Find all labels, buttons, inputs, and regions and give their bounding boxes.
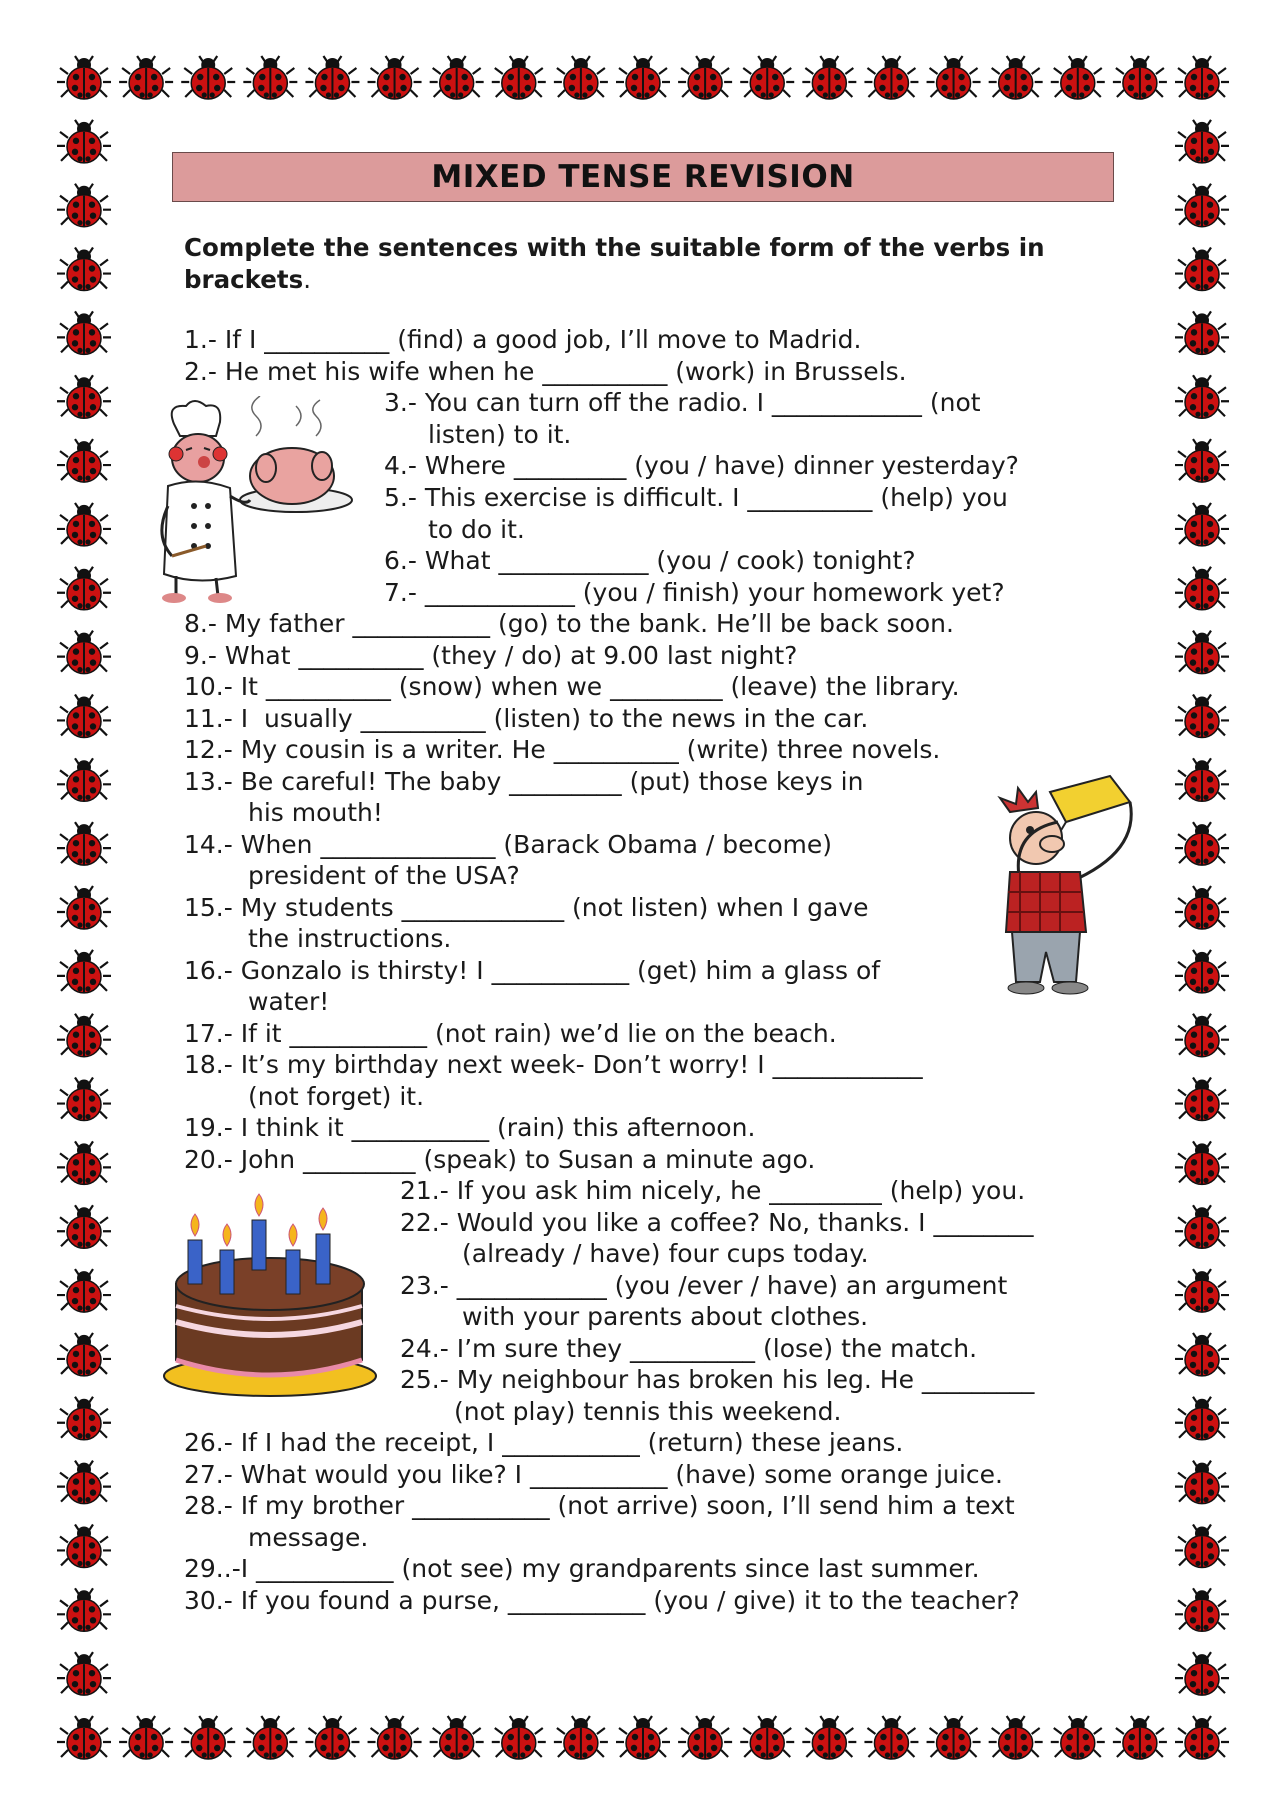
ladybug-icon — [1175, 503, 1229, 546]
ladybug-icon — [1113, 56, 1167, 99]
exercise-line: 10.- It __________ (snow) when we _________ (leave) the library. — [184, 672, 960, 701]
instructions-text: Complete the sentences with the suitable form of the verbs in brackets — [184, 233, 1045, 294]
ladybug-icon — [1113, 1716, 1167, 1759]
exercise-line: (not forget) it. — [248, 1082, 425, 1111]
ladybug-icon — [368, 56, 422, 99]
exercise-line: to do it. — [428, 515, 525, 544]
ladybug-icon — [57, 311, 111, 354]
exercise-line: 2.- He met his wife when he __________ (work) in Brussels. — [184, 357, 907, 386]
exercise-line: listen) to it. — [428, 420, 572, 449]
page-title: MIXED TENSE REVISION — [431, 159, 855, 195]
exercise-line: 23.- ____________ (you /ever / have) an argument — [400, 1271, 1008, 1300]
exercise-line: 13.- Be careful! The baby _________ (put) those keys in — [184, 767, 864, 796]
ladybug-icon — [1175, 1078, 1229, 1121]
ladybug-icon — [57, 1333, 111, 1376]
ladybug-icon — [616, 1716, 670, 1759]
exercise-line: (not play) tennis this weekend. — [454, 1397, 842, 1426]
ladybug-icon — [57, 822, 111, 865]
ladybug-icon — [181, 1716, 235, 1759]
ladybug-icon — [1175, 1461, 1229, 1504]
ladybug-icon — [1175, 1141, 1229, 1184]
exercise-line: 6.- What ____________ (you / cook) tonight? — [384, 546, 916, 575]
exercise-line: 28.- If my brother ___________ (not arrive) soon, I’ll send him a text — [184, 1491, 1015, 1520]
ladybug-icon — [430, 1716, 484, 1759]
exercise-line: president of the USA? — [248, 861, 520, 890]
ladybug-icon — [1175, 1524, 1229, 1567]
exercise-line: water! — [248, 987, 330, 1016]
ladybug-icon — [57, 1141, 111, 1184]
instructions-period: . — [303, 265, 312, 294]
ladybug-icon — [802, 56, 856, 99]
boy-drinking-illustration — [990, 772, 1166, 1002]
exercise-line: 17.- If it ___________ (not rain) we’d lie on the beach. — [184, 1019, 837, 1048]
ladybug-icon — [1175, 1269, 1229, 1312]
ladybug-icon — [57, 1078, 111, 1121]
ladybug-icon — [57, 758, 111, 801]
exercise-line: 20.- John _________ (speak) to Susan a minute ago. — [184, 1145, 816, 1174]
exercise-line: his mouth! — [248, 798, 383, 827]
ladybug-icon — [1175, 694, 1229, 737]
exercise-line: 1.- If I __________ (find) a good job, I’ll move to Madrid. — [184, 325, 862, 354]
ladybug-icon — [616, 56, 670, 99]
title-banner — [172, 152, 1114, 202]
ladybug-icon — [1175, 950, 1229, 993]
exercise-line: 24.- I’m sure they __________ (lose) the match. — [400, 1334, 978, 1363]
ladybug-icon — [864, 1716, 918, 1759]
ladybug-icon — [57, 439, 111, 482]
ladybug-icon — [57, 950, 111, 993]
exercise-line: 3.- You can turn off the radio. I ____________ (not — [384, 388, 981, 417]
ladybug-icon — [57, 1652, 111, 1695]
exercise-line: 26.- If I had the receipt, I ___________ (return) these jeans. — [184, 1428, 904, 1457]
exercise-line: (already / have) four cups today. — [462, 1239, 869, 1268]
ladybug-icon — [1175, 631, 1229, 674]
exercise-line: 11.- I usually __________ (listen) to the news in the car. — [184, 704, 869, 733]
ladybug-icon — [1175, 822, 1229, 865]
ladybug-icon — [1175, 439, 1229, 482]
ladybug-icon — [1175, 1014, 1229, 1057]
ladybug-icon — [243, 56, 297, 99]
ladybug-icon — [927, 1716, 981, 1759]
ladybug-icon — [57, 120, 111, 163]
ladybug-icon — [1051, 56, 1105, 99]
exercise-line: 4.- Where _________ (you / have) dinner yesterday? — [384, 451, 1019, 480]
ladybug-icon — [1175, 758, 1229, 801]
ladybug-icon — [305, 1716, 359, 1759]
ladybug-icon — [678, 1716, 732, 1759]
ladybug-icon — [57, 1588, 111, 1631]
exercise-line: 5.- This exercise is difficult. I __________ (help) you — [384, 483, 1008, 512]
ladybug-icon — [927, 56, 981, 99]
ladybug-icon — [57, 1397, 111, 1440]
exercise-line: 29..-I ___________ (not see) my grandparents since last summer. — [184, 1554, 980, 1583]
ladybug-icon — [1175, 1205, 1229, 1248]
ladybug-icon — [740, 1716, 794, 1759]
ladybug-icon — [1175, 184, 1229, 227]
ladybug-icon — [1175, 1652, 1229, 1695]
ladybug-icon — [305, 56, 359, 99]
exercise-line: with your parents about clothes. — [462, 1302, 869, 1331]
ladybug-icon — [57, 56, 111, 99]
ladybug-icon — [57, 1269, 111, 1312]
ladybug-icon — [57, 886, 111, 929]
ladybug-icon — [1175, 375, 1229, 418]
ladybug-icon — [243, 1716, 297, 1759]
ladybug-icon — [181, 56, 235, 99]
ladybug-icon — [1175, 886, 1229, 929]
instructions — [184, 232, 1114, 296]
ladybug-icon — [1175, 120, 1229, 163]
ladybug-icon — [57, 1014, 111, 1057]
ladybug-icon — [554, 56, 608, 99]
exercise-line: 30.- If you found a purse, ___________ (you / give) it to the teacher? — [184, 1586, 1020, 1615]
ladybug-icon — [740, 56, 794, 99]
ladybug-icon — [989, 56, 1043, 99]
ladybug-icon — [554, 1716, 608, 1759]
ladybug-icon — [57, 1205, 111, 1248]
exercise-line: 8.- My father ___________ (go) to the bank. He’ll be back soon. — [184, 609, 954, 638]
ladybug-icon — [119, 56, 173, 99]
ladybug-icon — [678, 56, 732, 99]
ladybug-icon — [57, 1461, 111, 1504]
exercise-line: 16.- Gonzalo is thirsty! I ___________ (get) him a glass of — [184, 956, 881, 985]
exercise-line: 18.- It’s my birthday next week- Don’t worry! I ____________ — [184, 1050, 923, 1079]
ladybug-icon — [57, 1716, 111, 1759]
ladybug-icon — [57, 503, 111, 546]
exercise-line: 19.- I think it ___________ (rain) this afternoon. — [184, 1113, 756, 1142]
ladybug-icon — [57, 694, 111, 737]
ladybug-icon — [989, 1716, 1043, 1759]
ladybug-icon — [1175, 1397, 1229, 1440]
exercise-line: 15.- My students _____________ (not listen) when I gave — [184, 893, 869, 922]
chef-turkey-illustration — [146, 396, 356, 606]
ladybug-icon — [57, 631, 111, 674]
ladybug-icon — [57, 567, 111, 610]
exercise-line: message. — [248, 1523, 369, 1552]
ladybug-icon — [1175, 311, 1229, 354]
ladybug-icon — [492, 1716, 546, 1759]
ladybug-icon — [492, 56, 546, 99]
ladybug-icon — [1175, 1716, 1229, 1759]
exercise-line: 25.- My neighbour has broken his leg. He _________ — [400, 1365, 1035, 1394]
ladybug-icon — [1175, 1588, 1229, 1631]
ladybug-icon — [57, 375, 111, 418]
birthday-cake-illustration — [160, 1184, 382, 1400]
ladybug-icon — [1175, 567, 1229, 610]
ladybug-icon — [57, 248, 111, 291]
ladybug-icon — [57, 1524, 111, 1567]
exercise-line: 12.- My cousin is a writer. He __________ (write) three novels. — [184, 735, 941, 764]
exercise-line: 21.- If you ask him nicely, he _________ (help) you. — [400, 1176, 1026, 1205]
ladybug-icon — [57, 184, 111, 227]
ladybug-icon — [802, 1716, 856, 1759]
ladybug-icon — [430, 56, 484, 99]
exercise-line: 27.- What would you like? I ___________ (have) some orange juice. — [184, 1460, 1003, 1489]
exercise-line: 22.- Would you like a coffee? No, thanks. I ________ — [400, 1208, 1034, 1237]
ladybug-icon — [1175, 56, 1229, 99]
exercise-line: 14.- When ______________ (Barack Obama / become) — [184, 830, 833, 859]
ladybug-icon — [1175, 1333, 1229, 1376]
exercise-line: the instructions. — [248, 924, 452, 953]
ladybug-icon — [864, 56, 918, 99]
ladybug-icon — [368, 1716, 422, 1759]
exercise-line: 9.- What __________ (they / do) at 9.00 last night? — [184, 641, 798, 670]
exercise-line: 7.- ____________ (you / finish) your homework yet? — [384, 578, 1005, 607]
ladybug-icon — [119, 1716, 173, 1759]
ladybug-icon — [1175, 248, 1229, 291]
ladybug-icon — [1051, 1716, 1105, 1759]
